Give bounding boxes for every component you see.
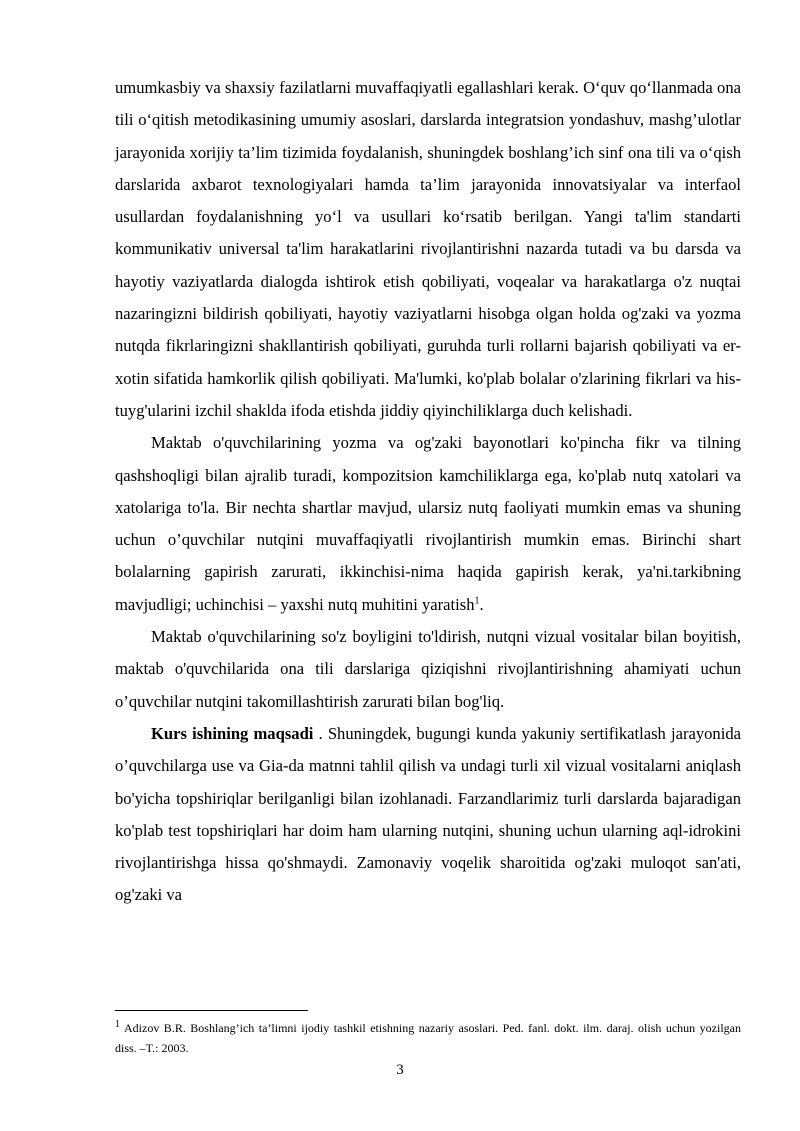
footnote-reference[interactable]: 1 [474, 595, 480, 607]
paragraph-1-text: umumkasbiy va shaxsiy fazilatlarni muvaffaqiyatli egallashlari kerak. O‘quv qo‘llanmada ona tili o‘qitish metodikasining umumiy asoslari, darslarda integratsion yondashuv, mashg’ulotlar jarayonida xorijiy ta’lim tizimida foydalanish, shuningdek boshlang’ich sinf ona tili va o‘qish darslarida axbarot texnologiyalari hamda ta’lim jarayonida innovatsiyalar va interfaol usullardan foydalanishning yo‘l va usullari ko‘rsatib berilgan. Yangi ta'lim standarti kommunikativ universal ta'lim harakatlarini rivojlantirishni nazarda tutadi va bu darsda va hayotiy vaziyatlarda dialogda ishtirok etish qobiliyati, voqealar va harakatlarga o'z nuqtai nazaringizni bildirish qobiliyati, hayotiy vaziyatlarni hisobga olgan holda og'zaki va yozma nutqda fikrlaringizni shakllantirish qobiliyati, guruhda turli rollarni bajarish qobiliyati va er-xotin sifatida hamkorlik qilish qobiliyati. Ma'lumki, ko'plab bolalar o'zlarining fikrlari va his-tuyg'ularini izchil shaklda ifoda etishda jiddiy qiyinchiliklarga duch kelishadi. [115, 78, 741, 420]
footnote [115, 1018, 741, 1058]
page-number: 3 [396, 1062, 404, 1078]
footnote-separator [115, 1010, 308, 1011]
footnote-text: Adizov B.R. Boshlang’ich ta’limni ijodiy tashkil etishning nazariy asoslari. Ped. fanl. dokt. ilm. daraj. olish uchun yozilgan diss. –T.: 2003. [115, 1021, 741, 1055]
paragraph-4-lead: Kurs ishining maqsadi [151, 723, 314, 743]
body-text [115, 72, 741, 912]
paragraph-1 [115, 72, 741, 427]
paragraph-4 [115, 718, 741, 912]
paragraph-2-text: Maktab o'quvchilarining yozma va og'zaki bayonotlari ko'pincha fikr va tilning qashshoqligi bilan ajralib turadi, kompozitsion kamchiliklarga ega, ko'plab nutq xatolari va xatolariga to'la. Bir nechta shartlar mavjud, ularsiz nutq faoliyati mumkin emas va shuning uchun o’quvchilar nutqini muvaffaqiyatli rivojlantirish mumkin emas. Birinchi shart bolalarning gapirish zarurati, ikkinchisi-nima haqida gapirish kerak, ya'ni.tarkibning mavjudligi; uchinchisi – yaxshi nutq muhitini yaratish [115, 433, 741, 614]
paragraph-4-text: . Shuningdek, bugungi kunda yakuniy sertifikatlash jarayonida o’quvchilarga use va Gia-da matnni tahlil qilish va undagi turli xil vizual vositalarni aniqlash bo'yicha topshiriqlar berilganligi bilan izohlanadi. Farzandlarimiz turli darslarda bajaradigan ko'plab test topshiriqlari har doim ham ularning nutqini, shuning uchun ularning aql-idrokini rivojlantirishga hissa qo'shmaydi. Zamonaviy voqelik sharoitida og'zaki muloqot san'ati, og'zaki va [115, 723, 741, 905]
paragraph-3-text: Maktab o'quvchilarining so'z boyligini to'ldirish, nutqni vizual vositalar bilan boyitish, maktab o'quvchilarida ona tili darslariga qiziqishni rivojlantirishning ahamiyati uchun o’quvchilar nutqini takomillashtirish zarurati bilan bog'liq. [115, 627, 741, 711]
footnote-number: 1 [115, 1019, 120, 1030]
paragraph-2: Maktab o'quvchilarining yozma va og'zaki bayonotlari ko'pincha fikr va tilning qashshoqligi bilan ajralib turadi, kompozitsion kamchiliklarga ega, ko'plab nutq xatolari va xatolariga to'la. Bir nechta shartlar mavjud, ularsiz nutq faoliyati mumkin emas va shuning uchun o’quvchilar nutqini muvaffaqiyatli rivojlantirish mumkin emas. Birinchi shart bolalarning gapirish zarurati, ikkinchisi-nima haqida gapirish kerak, ya'ni.tarkibning mavjudligi; uchinchisi – yaxshi nutq muhitini yaratish$^1$. [115, 433, 741, 614]
paragraph-3 [115, 621, 741, 718]
